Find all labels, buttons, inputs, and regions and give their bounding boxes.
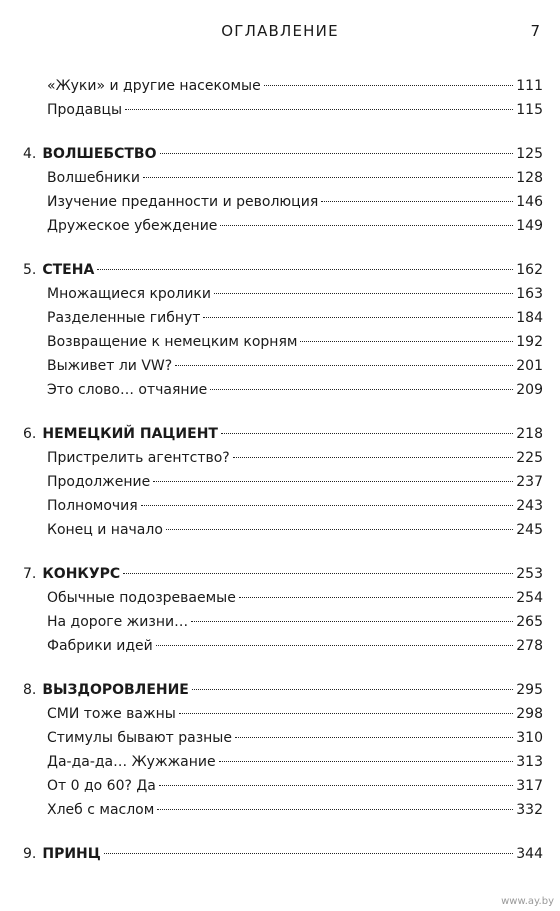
dot-leader <box>159 785 513 786</box>
toc-section-entry <box>0 330 560 354</box>
page-number: 245 <box>516 522 543 538</box>
page-number: 265 <box>516 614 543 630</box>
toc-section-entry <box>0 354 560 378</box>
toc-section-entry <box>0 610 560 634</box>
toc-section-entry <box>0 446 560 470</box>
chapter-number: 6. <box>23 426 37 442</box>
dot-leader <box>175 365 513 366</box>
toc-section-entry <box>0 634 560 658</box>
toc-chapter-entry <box>0 258 560 282</box>
toc-chapter-entry <box>0 562 560 586</box>
dot-leader <box>235 737 513 738</box>
section-title: От 0 до 60? Да <box>47 778 156 794</box>
section-title: Стимулы бывают разные <box>47 730 232 746</box>
section-title: Продолжение <box>47 474 151 490</box>
page-number: 344 <box>516 846 543 862</box>
dot-leader <box>192 689 513 690</box>
chapter-title: ПРИНЦ <box>42 846 101 862</box>
header-page-number: 7 <box>530 22 540 40</box>
toc-section-entry <box>0 98 560 122</box>
dot-leader <box>300 341 513 342</box>
page-number: 162 <box>516 262 543 278</box>
chapter-title: ВЫЗДОРОВЛЕНИЕ <box>42 682 189 698</box>
chapter-number: 5. <box>23 262 37 278</box>
section-title: «Жуки» и другие насекомые <box>47 78 261 94</box>
dot-leader <box>321 201 513 202</box>
section-title: Обычные подозреваемые <box>47 590 236 606</box>
chapter-title: ВОЛШЕБСТВО <box>42 146 157 162</box>
toc-section-entry <box>0 726 560 750</box>
section-title: Изучение преданности и революция <box>47 194 319 210</box>
page-number: 253 <box>516 566 543 582</box>
chapter-title: СТЕНА <box>42 262 95 278</box>
section-title: Множащиеся кролики <box>47 286 211 302</box>
dot-leader <box>239 597 513 598</box>
toc-chapter-entry <box>0 142 560 166</box>
page-number: 149 <box>516 218 543 234</box>
page-number: 146 <box>516 194 543 210</box>
watermark: www.ay.by <box>501 896 554 907</box>
dot-leader <box>233 457 514 458</box>
toc-section-entry <box>0 750 560 774</box>
page-number: 310 <box>516 730 543 746</box>
toc-section-entry <box>0 214 560 238</box>
table-of-contents <box>0 74 560 866</box>
section-title: Возвращение к немецким корням <box>47 334 298 350</box>
page-number: 332 <box>516 802 543 818</box>
toc-section-entry <box>0 798 560 822</box>
chapter-title: НЕМЕЦКИЙ ПАЦИЕНТ <box>42 426 218 442</box>
page-number: 237 <box>516 474 543 490</box>
toc-section-entry <box>0 494 560 518</box>
page-number: 163 <box>516 286 543 302</box>
chapter-title: КОНКУРС <box>42 566 121 582</box>
section-title: Да-да-да… Жужжание <box>47 754 216 770</box>
section-title: Разделенные гибнут <box>47 310 201 326</box>
dot-leader <box>179 713 513 714</box>
chapter-number: 7. <box>23 566 37 582</box>
toc-section-entry <box>0 74 560 98</box>
page-number: 184 <box>516 310 543 326</box>
dot-leader <box>191 621 513 622</box>
page-number: 125 <box>516 146 543 162</box>
page-number: 317 <box>516 778 543 794</box>
dot-leader <box>166 529 513 530</box>
page-number: 295 <box>516 682 543 698</box>
dot-leader <box>97 269 513 270</box>
toc-chapter-entry <box>0 842 560 866</box>
dot-leader <box>160 153 514 154</box>
toc-section-entry <box>0 166 560 190</box>
section-title: На дороге жизни… <box>47 614 189 630</box>
dot-leader <box>220 225 513 226</box>
dot-leader <box>157 809 513 810</box>
toc-chapter-entry <box>0 422 560 446</box>
section-title: СМИ тоже важны <box>47 706 176 722</box>
page-number: 201 <box>516 358 543 374</box>
page-number: 209 <box>516 382 543 398</box>
toc-section-entry <box>0 518 560 542</box>
page-number: 225 <box>516 450 543 466</box>
header-title: ОГЛАВЛЕНИЕ <box>221 22 339 40</box>
dot-leader <box>104 853 514 854</box>
toc-chapter-entry <box>0 678 560 702</box>
section-title: Фабрики идей <box>47 638 153 654</box>
dot-leader <box>264 85 514 86</box>
toc-section-entry <box>0 774 560 798</box>
dot-leader <box>141 505 514 506</box>
chapter-number: 4. <box>23 146 37 162</box>
page-number: 128 <box>516 170 543 186</box>
page-header <box>0 22 560 46</box>
dot-leader <box>219 761 514 762</box>
toc-section-entry <box>0 378 560 402</box>
dot-leader <box>203 317 513 318</box>
toc-section-entry <box>0 306 560 330</box>
toc-section-entry <box>0 586 560 610</box>
chapter-number: 8. <box>23 682 37 698</box>
section-title: Полномочия <box>47 498 138 514</box>
toc-section-entry <box>0 702 560 726</box>
dot-leader <box>153 481 513 482</box>
section-title: Продавцы <box>47 102 123 118</box>
section-title: Конец и начало <box>47 522 163 538</box>
section-title: Дружеское убеждение <box>47 218 218 234</box>
page-number: 254 <box>516 590 543 606</box>
dot-leader <box>123 573 513 574</box>
page-number: 115 <box>516 102 543 118</box>
page-number: 313 <box>516 754 543 770</box>
dot-leader <box>221 433 513 434</box>
dot-leader <box>156 645 514 646</box>
page-number: 192 <box>516 334 543 350</box>
toc-section-entry <box>0 470 560 494</box>
page-number: 218 <box>516 426 543 442</box>
dot-leader <box>214 293 513 294</box>
page-number: 278 <box>516 638 543 654</box>
section-title: Волшебники <box>47 170 140 186</box>
section-title: Это слово… отчаяние <box>47 382 208 398</box>
section-title: Хлеб с маслом <box>47 802 155 818</box>
dot-leader <box>143 177 513 178</box>
dot-leader <box>210 389 513 390</box>
toc-section-entry <box>0 190 560 214</box>
page-number: 298 <box>516 706 543 722</box>
dot-leader <box>125 109 513 110</box>
chapter-number: 9. <box>23 846 37 862</box>
toc-section-entry <box>0 282 560 306</box>
page-number: 243 <box>516 498 543 514</box>
section-title: Пристрелить агентство? <box>47 450 230 466</box>
section-title: Выживет ли VW? <box>47 358 173 374</box>
page-number: 111 <box>516 78 543 94</box>
